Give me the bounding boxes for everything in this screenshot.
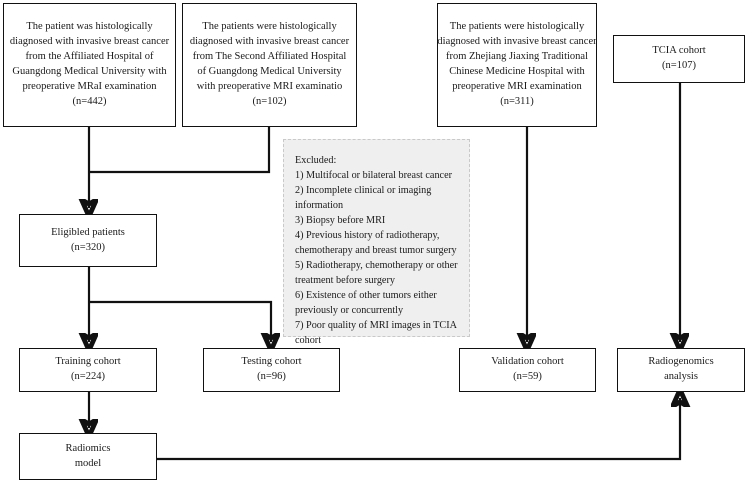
- node-count: (n=107): [662, 60, 696, 71]
- node-label: Radiomics: [65, 442, 111, 454]
- node-text-line: Chinese Medicine Hospital with: [449, 66, 585, 77]
- node-label: Validation cohort: [491, 356, 564, 368]
- excluded-item: chemotherapy and breast tumor surgery: [295, 244, 457, 256]
- node-text-line: diagnosed with invasive breast cancer: [189, 36, 350, 48]
- node-label: Radiogenomics: [648, 356, 714, 368]
- node-text-line: The patients were histologically: [449, 21, 585, 33]
- node-count: (n=96): [257, 371, 286, 382]
- node-testing-cohort: [203, 348, 340, 392]
- node-text-line: preoperative MRI examination: [452, 80, 582, 92]
- excluded-criteria-panel: [283, 139, 470, 346]
- node-count: (n=311): [500, 95, 534, 107]
- excluded-heading: Excluded:: [295, 155, 337, 166]
- node-text-line: preoperative MRaI examination: [22, 80, 157, 92]
- excluded-item: information: [295, 199, 344, 211]
- excluded-item: 7) Poor quality of MRI images in TCIA: [295, 319, 457, 331]
- node-text-line: from Zhejiang Jiaxing Traditional: [445, 51, 589, 63]
- node-source-zhejiang: [437, 3, 597, 127]
- node-count: (n=102): [252, 95, 287, 107]
- node-text-line: from the Affiliated Hospital of: [25, 51, 154, 63]
- excluded-item: treatment before surgery: [295, 274, 395, 286]
- edge-radiomics-model-to-radiogenomics: [157, 398, 680, 459]
- edge-second-gdmu-to-eligible: [89, 127, 269, 172]
- excluded-item: 5) Radiotherapy, chemotherapy or other: [295, 259, 458, 271]
- node-text-line: of Guangdong Medical University: [197, 66, 342, 77]
- excluded-item: 4) Previous history of radiotherapy,: [295, 229, 440, 241]
- excluded-item: cohort: [295, 334, 322, 346]
- node-text-line: Guangdong Medical University with: [12, 66, 167, 77]
- node-radiogenomics-analysis: [617, 348, 745, 392]
- node-source-gdmu: [3, 3, 176, 127]
- node-radiomics-model: [19, 433, 157, 480]
- node-count: (n=224): [71, 371, 105, 382]
- node-label: Eligibled patients: [51, 226, 125, 238]
- excluded-item: 1) Multifocal or bilateral breast cancer: [295, 169, 452, 181]
- node-text-line: diagnosed with invasive breast cancer: [9, 36, 170, 48]
- node-training-cohort: [19, 348, 157, 392]
- node-count: (n=442): [72, 95, 107, 107]
- excluded-item: 6) Existence of other tumors either: [295, 289, 437, 301]
- node-text-line: from The Second Affiliated Hospital: [192, 51, 347, 63]
- node-label: Testing cohort: [241, 356, 302, 368]
- node-tcia-cohort: [613, 35, 745, 83]
- node-label: model: [74, 457, 102, 469]
- excluded-item: 2) Incomplete clinical or imaging: [295, 184, 432, 196]
- node-label: TCIA cohort: [652, 45, 706, 57]
- node-label: analysis: [664, 371, 698, 382]
- node-count: (n=59): [513, 371, 542, 382]
- node-text-line: The patient was histologically: [26, 21, 153, 33]
- node-eligible-patients: [19, 214, 157, 267]
- node-text-line: with preoperative MRI examinatio: [196, 80, 343, 92]
- excluded-item: 3) Biopsy before MRI: [295, 214, 386, 226]
- node-source-second-gdmu: [182, 3, 357, 127]
- edge-eligible-to-testing: [89, 302, 271, 342]
- node-label: Training cohort: [55, 356, 121, 368]
- node-text-line: The patients were histologically: [202, 21, 337, 33]
- node-text-line: diagnosed with invasive breast cancer: [437, 36, 597, 48]
- excluded-item: previously or concurrently: [295, 304, 404, 316]
- node-count: (n=320): [71, 241, 105, 253]
- node-validation-cohort: [459, 348, 596, 392]
